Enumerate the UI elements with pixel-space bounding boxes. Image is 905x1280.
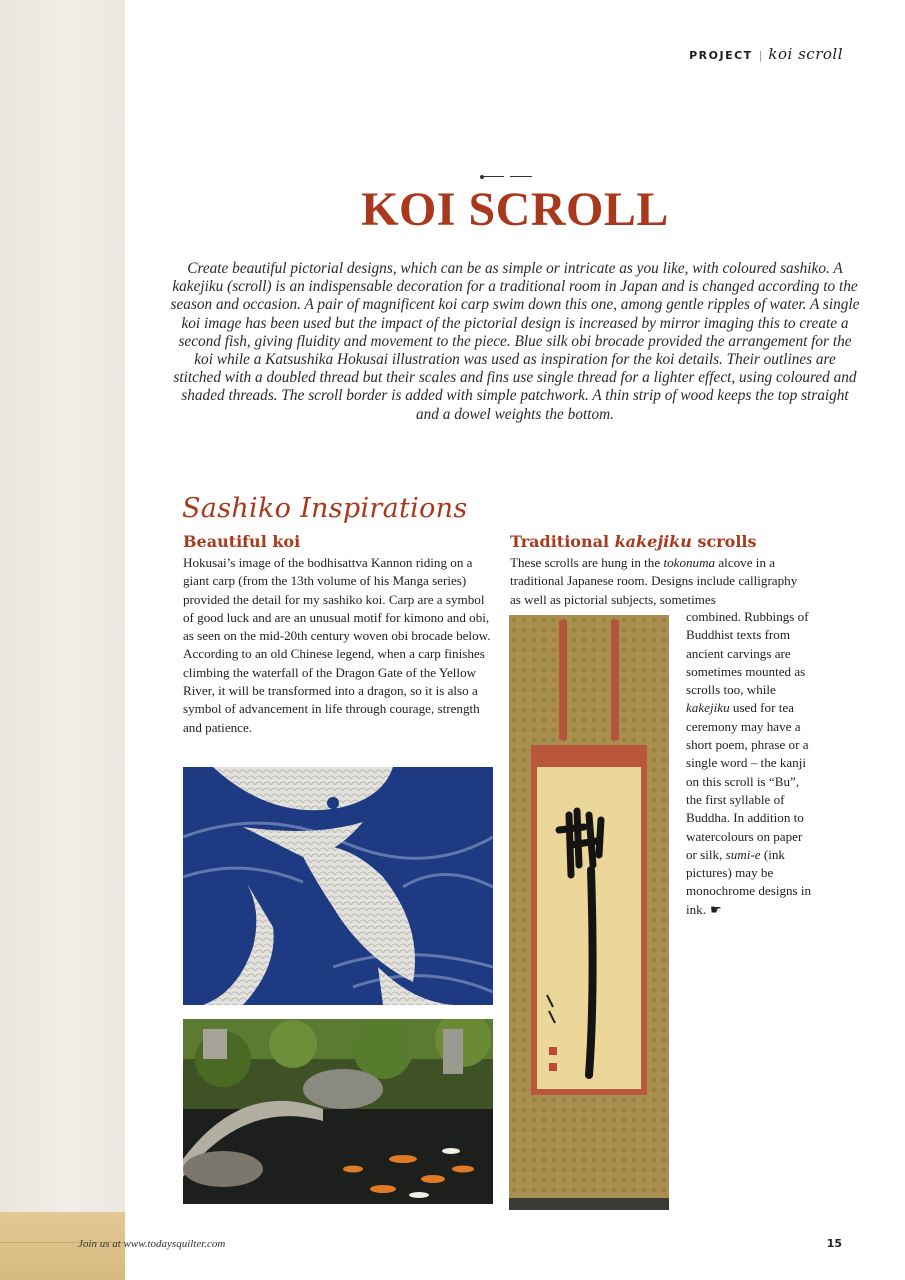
footer-url: Join us at www.todaysquilter.com xyxy=(78,1238,226,1250)
right-subheading: Traditional kakejiku scrolls xyxy=(510,532,757,551)
koi-brocade-photo xyxy=(183,767,493,1005)
pointing-hand-icon: ☛ xyxy=(710,901,722,917)
running-head xyxy=(689,45,843,63)
right-body-side: combined. Rubbings of Buddhist texts from ancient carvings are sometimes mounted as scrolls too, while kakejiku used for tea ceremony may have a short poem, phrase or a single word – the kanji on this scroll is “Bu”, the first syllable of Buddha. In addition to watercolours on paper or silk, sumi-e (ink pictures) may be monochrome designs in ink. ☛ xyxy=(686,609,812,917)
article-title: KOI SCROLL xyxy=(361,183,669,236)
section-kicker: PROJECT xyxy=(689,49,753,62)
article-intro: Create beautiful pictorial designs, which can be as simple or intricate as you like, with coloured sashiko. A kakejiku (scroll) is an indispensable decoration for a traditional room in Japan and is changed according to the season and occasion. A pair of magnificent koi carp swim down this one, among gentle ripples of water. A single koi image has been used but the impact of the pictorial design is increased by mirror imaging this to create a second fish, giving fluidity and movement to the piece. Blue silk obi brocade provided the arrangement for the koi while a Katsushika Hokusai illustration was used as inspiration for the koi details. Their outlines are stitched with a doubled thread but their scales and fins use single thread for a lighter effect, using coloured and shaded threads. The scroll border is added with simple patchwork. A thin strip of wood keeps the top straight and a dowel weights the bottom. xyxy=(170,260,860,423)
hanging-scroll-photo xyxy=(509,615,669,1210)
left-subheading: Beautiful koi xyxy=(183,532,301,551)
page-number: 15 xyxy=(826,1237,842,1250)
title-ornament xyxy=(480,175,540,181)
left-wall-strip xyxy=(0,0,125,1280)
right-body-top: These scrolls are hung in the tokonuma alcove in a traditional Japanese room. Designs include calligraphy as well as pictorial subjects, sometimes xyxy=(510,555,798,607)
head-separator: | xyxy=(758,49,763,62)
section-heading: Sashiko Inspirations xyxy=(182,493,468,524)
koi-pond-photo xyxy=(183,1019,493,1204)
section-topic: koi scroll xyxy=(768,45,843,63)
left-body: Hokusai’s image of the bodhisattva Kannon riding on a giant carp (from the 13th volume of his Manga series) provided the detail for my sashiko koi. Carp are a symbol of good luck and are an unusual motif for kimono and obi, as seen on the mid-20th century woven obi brocade below. According to an old Chinese legend, when a carp finishes climbing the waterfall of the Dragon Gate of the Yellow River, it will be transformed into a dragon, so it is also a symbol of advancement in life through courage, strength and patience. xyxy=(183,555,491,735)
